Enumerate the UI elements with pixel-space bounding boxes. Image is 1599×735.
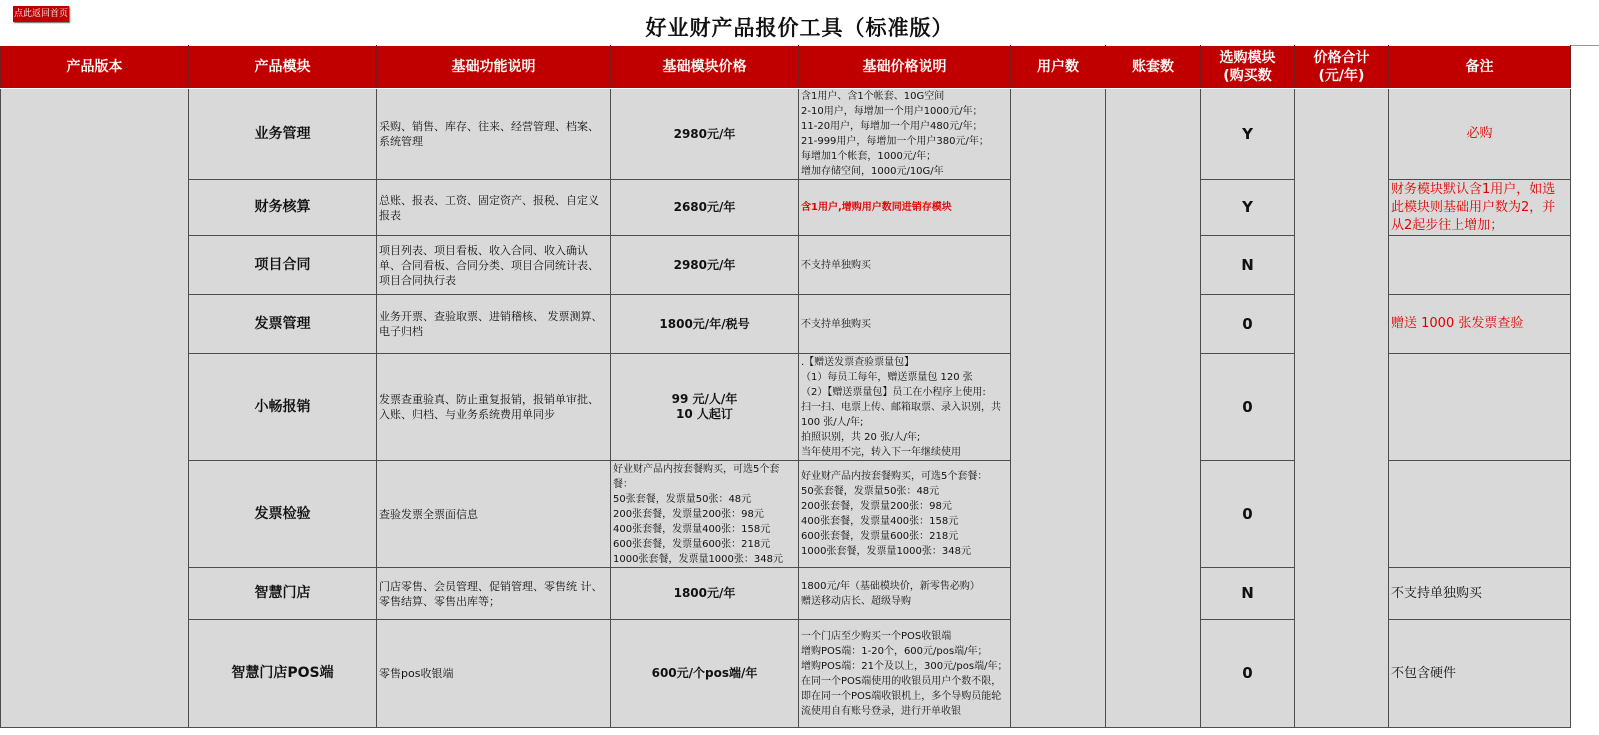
header-version: 产品版本 <box>1 46 189 89</box>
price-desc-cell: 不支持单独购买 <box>799 295 1011 354</box>
function-cell: 零售pos收银端 <box>377 620 611 728</box>
table-row <box>1 89 1571 180</box>
price-desc-cell: 好业财产品内按套餐购买，可选5个套餐： 50张套餐，发票量50张：48元 200张套餐，发票量200张：98元 400张套餐，发票量400张：158元 600张套餐，发票量600张：218元 1000张套餐，发票量1000张：348元 <box>799 461 1011 568</box>
module-cell: 智慧门店 <box>189 568 377 620</box>
remark-cell <box>1389 354 1571 461</box>
accounts-cell[interactable] <box>1106 89 1201 728</box>
remark-cell: 财务模块默认含1用户，如选此模块则基础用户数为2，并从2起步往上增加； <box>1389 180 1571 236</box>
module-cell: 小畅报销 <box>189 354 377 461</box>
price-desc-cell: 含1用户、含1个帐套、10G空间 2-10用户，每增加一个用户1000元/年； 11-20用户，每增加一个用户480元/年； 21-999用户，每增加一个用户380元/年； 每增加1个帐套，1000元/年； 增加存储空间，1000元/10G/年 <box>799 89 1011 180</box>
function-cell: 业务开票、查验取票、进销稽核、 发票测算、电子归档 <box>377 295 611 354</box>
remark-cell <box>1389 461 1571 568</box>
price-cell: 2680元/年 <box>611 180 799 236</box>
price-desc-cell: 含1用户,增购用户数同进销存模块 <box>799 180 1011 236</box>
users-cell[interactable] <box>1011 89 1106 728</box>
selection-cell[interactable]: 0 <box>1201 620 1295 728</box>
total-cell <box>1295 89 1389 728</box>
header-module: 产品模块 <box>189 46 377 89</box>
selection-cell[interactable]: N <box>1201 568 1295 620</box>
function-cell: 项目列表、项目看板、收入合同、收入确认单、合同看板、合同分类、项目合同统计表、项目合同执行表 <box>377 236 611 295</box>
selection-cell[interactable]: 0 <box>1201 354 1295 461</box>
function-cell: 发票查重验真、防止重复报销，报销单审批、入账、归档、与业务系统费用单同步 <box>377 354 611 461</box>
price-cell: 2980元/年 <box>611 236 799 295</box>
header-accounts: 账套数 <box>1106 46 1201 89</box>
page-title: 好业财产品报价工具（标准版） <box>645 16 954 40</box>
price-cell: 好业财产品内按套餐购买，可选5个套餐： 50张套餐，发票量50张：48元 200张套餐，发票量200张：98元 400张套餐，发票量400张：158元 600张套餐，发票量600张：218元 1000张套餐，发票量1000张：348元 <box>611 461 799 568</box>
header-remark: 备注 <box>1389 46 1571 89</box>
header-users: 用户数 <box>1011 46 1106 89</box>
price-cell: 1800元/年 <box>611 568 799 620</box>
module-cell: 财务核算 <box>189 180 377 236</box>
price-desc-cell: .【赠送发票查验票量包】 （1）每员工每年，赠送票量包 120 张 （2）【赠送票量包】员工在小程序上使用: 扫一扫、电票上传、邮箱取票、录入识别，共100 张/人/年; 拍照识别，共 20 张/人/年; 当年使用不完，转入下一年继续使用 <box>799 354 1011 461</box>
module-cell: 智慧门店POS端 <box>189 620 377 728</box>
module-cell: 业务管理 <box>189 89 377 180</box>
price-cell: 99 元/人/年 10 人起订 <box>611 354 799 461</box>
module-cell: 项目合同 <box>189 236 377 295</box>
header-price-desc: 基础价格说明 <box>799 46 1011 89</box>
header-selection: 选购模块 (购买数 <box>1201 46 1295 89</box>
price-table <box>0 45 1571 728</box>
selection-cell[interactable]: 0 <box>1201 295 1295 354</box>
price-desc-cell: 不支持单独购买 <box>799 236 1011 295</box>
header-row <box>1 46 1571 89</box>
remark-cell <box>1389 236 1571 295</box>
selection-cell[interactable]: Y <box>1201 89 1295 180</box>
price-cell: 1800元/年/税号 <box>611 295 799 354</box>
function-cell: 总账、报表、工资、固定资产、报税、自定义报表 <box>377 180 611 236</box>
price-desc-cell: 1800元/年（基础模块价，新零售必购） 赠送移动店长、超级导购 <box>799 568 1011 620</box>
header-function: 基础功能说明 <box>377 46 611 89</box>
selection-cell[interactable]: Y <box>1201 180 1295 236</box>
module-cell: 发票检验 <box>189 461 377 568</box>
version-cell <box>1 89 189 728</box>
price-desc-cell: 一个门店至少购买一个POS收银端 增购POS端：1-20个，600元/pos端/年； 增购POS端：21个及以上，300元/pos端/年； 在同一个POS端使用的收银员用户个数不限，即在同一个POS端收银机上，多个导购员能轮流使用自有账号登录，进行开单收银 <box>799 620 1011 728</box>
function-cell: 查验发票全票面信息 <box>377 461 611 568</box>
selection-cell[interactable]: 0 <box>1201 461 1295 568</box>
top-bar <box>0 0 1599 46</box>
price-cell: 2980元/年 <box>611 89 799 180</box>
function-cell: 门店零售、会员管理、促销管理、零售统 计、零售结算、零售出库等； <box>377 568 611 620</box>
function-cell: 采购、销售、库存、往来、经营管理、档案、系统管理 <box>377 89 611 180</box>
header-total: 价格合计 (元/年) <box>1295 46 1389 89</box>
home-button[interactable]: 点此返回首页 <box>13 6 69 22</box>
remark-cell: 不支持单独购买 <box>1389 568 1571 620</box>
selection-cell[interactable]: N <box>1201 236 1295 295</box>
header-price: 基础模块价格 <box>611 46 799 89</box>
remark-cell: 赠送 1000 张发票查验 <box>1389 295 1571 354</box>
price-cell: 600元/个pos端/年 <box>611 620 799 728</box>
remark-cell: 不包含硬件 <box>1389 620 1571 728</box>
module-cell: 发票管理 <box>189 295 377 354</box>
remark-cell: 必购 <box>1389 89 1571 180</box>
